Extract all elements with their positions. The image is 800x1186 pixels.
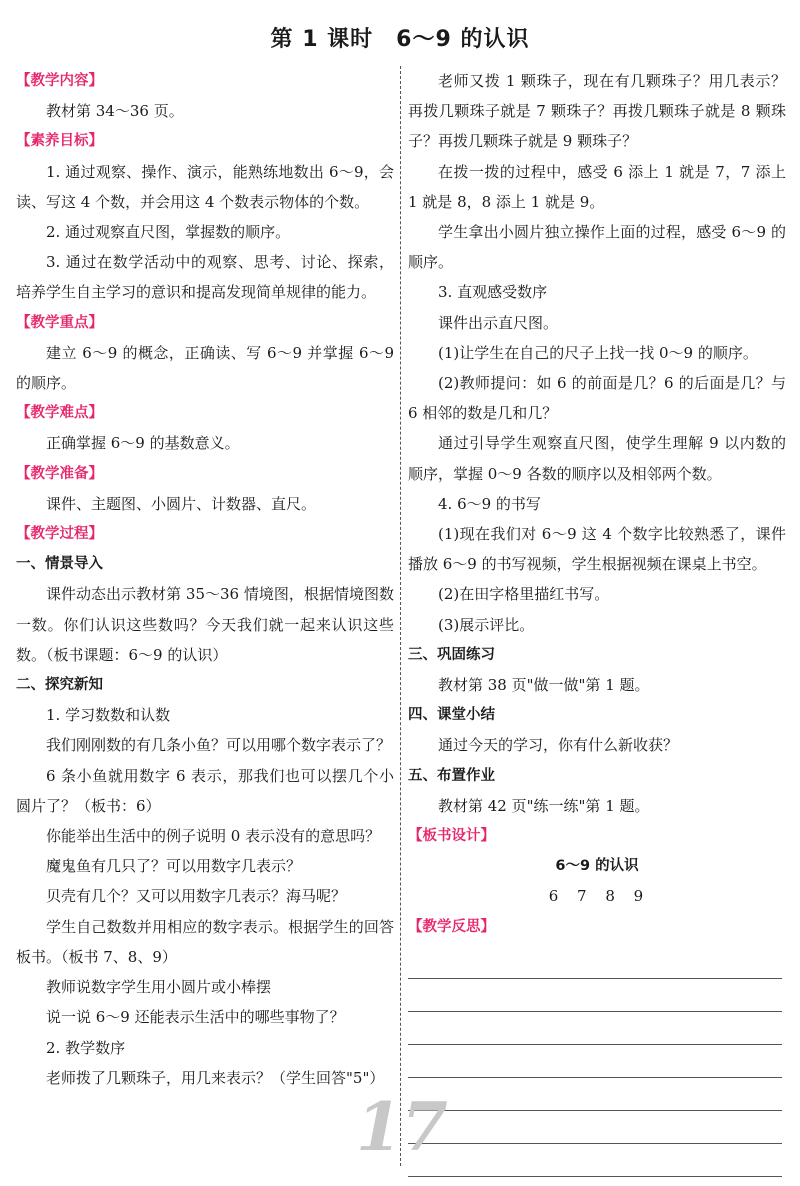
goal-2: 2. 通过观察直尺图，掌握数的顺序。 — [46, 223, 291, 242]
paragraph: 说一说 6～9 还能表示生活中的哪些事物了？ — [46, 1008, 345, 1027]
prep-text: 课件、主题图、小圆片、计数器、直尺。 — [46, 494, 317, 513]
paragraph: 我们刚刚数的有几条小鱼？可以用哪个数字表示了？ — [46, 736, 392, 755]
paragraph: 学生自己数数并用相应的数字表示。根据学生的回答板书。（板书 7、8、9） — [16, 917, 394, 966]
section-header-key: 【教学重点】 — [16, 314, 103, 331]
left-column — [16, 66, 394, 1093]
writing-line — [408, 1078, 782, 1111]
page-title: 第 1 课时 6～9 的认识 — [270, 27, 530, 52]
paragraph: 老师拨了几颗珠子，用几来表示？（学生回答"5"） — [46, 1068, 385, 1087]
subsection-4-title: 4. 6～9 的书写 — [438, 494, 541, 513]
paragraph: (2)在田字格里描红书写。 — [438, 585, 610, 604]
paragraph: (1)让学生在自己的尺子上找一找 0～9 的顺序。 — [438, 343, 758, 362]
section-4-title: 四、课堂小结 — [408, 707, 495, 724]
difficulty-text: 正确掌握 6～9 的基数意义。 — [46, 434, 240, 453]
section-1-text: 课件动态出示教材第 35～36 情境图，根据情境图数一数。你们认识这些数吗？今天我们就一起来认识这些数。（板书课题：6～9 的认识） — [16, 585, 394, 664]
paragraph: 老师又拨 1 颗珠子，现在有几颗珠子？用几表示？再拨几颗珠子就是 7 颗珠子？再拨几颗珠子就是 8 颗珠子？再拨几颗珠子就是 9 颗珠子？ — [408, 72, 786, 151]
page-number: 17 — [356, 1088, 448, 1166]
paragraph: (2)教师提问：如 6 的前面是几？6 的后面是几？与 6 相邻的数是几和几？ — [408, 374, 786, 423]
paragraph: 魔鬼鱼有几只了？可以用数字几表示？ — [46, 857, 302, 876]
writing-line — [408, 979, 782, 1012]
paragraph: 课件出示直尺图。 — [438, 313, 559, 332]
subsection-1-title: 1. 学习数数和认数 — [46, 706, 171, 725]
paragraph: 6 条小鱼就用数字 6 表示，那我们也可以摆几个小圆片了？（板书：6） — [16, 766, 394, 815]
section-header-board: 【板书设计】 — [408, 828, 495, 845]
paragraph: (3)展示评比。 — [438, 615, 535, 634]
subsection-3-title: 3. 直观感受数序 — [438, 283, 548, 302]
board-numbers: 6 7 8 9 — [548, 887, 646, 906]
column-divider — [400, 66, 401, 1166]
content-text: 教材第 34～36 页。 — [46, 102, 184, 121]
goal-1: 1. 通过观察、操作、演示，能熟练地数出 6～9，会读、写这 4 个数，并会用这 4 个数表示物体的个数。 — [16, 162, 394, 211]
writing-line — [408, 946, 782, 979]
section-1-title: 一、情景导入 — [16, 556, 103, 573]
key-text: 建立 6～9 的概念，正确读、写 6～9 并掌握 6～9 的顺序。 — [16, 343, 394, 393]
section-header-process: 【教学过程】 — [16, 526, 103, 543]
goal-3: 3. 通过在数学活动中的观察、思考、讨论、探索，培养学生自主学习的意识和提高发现简单规律的能力。 — [16, 253, 394, 302]
board-title: 6～9 的认识 — [555, 858, 639, 875]
section-header-prep: 【教学准备】 — [16, 465, 103, 482]
reflection-writing-lines — [408, 946, 786, 1177]
section-5-title: 五、布置作业 — [408, 767, 495, 784]
paragraph: 通过引导学生观察直尺图，使学生理解 9 以内数的顺序，掌握 0～9 各数的顺序以及相邻两个数。 — [408, 434, 786, 483]
paragraph: 在拨一拨的过程中，感受 6 添上 1 就是 7，7 添上 1 就是 8，8 添上 1 就是 9。 — [408, 162, 786, 211]
paragraph: 教材第 38 页"做一做"第 1 题。 — [438, 676, 650, 695]
subsection-2-title: 2. 教学数序 — [46, 1038, 126, 1057]
paragraph: 教材第 42 页"练一练"第 1 题。 — [438, 796, 650, 815]
board-design — [408, 851, 786, 911]
writing-line — [408, 1012, 782, 1045]
paragraph: 教师说数字学生用小圆片或小棒摆 — [46, 978, 272, 997]
section-3-title: 三、巩固练习 — [408, 646, 495, 663]
writing-line — [408, 1045, 782, 1078]
section-header-content: 【教学内容】 — [16, 73, 103, 89]
writing-line — [408, 1111, 782, 1144]
paragraph: 贝壳有几个？又可以用数字几表示？海马呢？ — [46, 887, 347, 906]
right-column — [408, 66, 786, 1177]
paragraph: 学生拿出小圆片独立操作上面的过程，感受 6～9 的顺序。 — [408, 223, 786, 272]
paragraph: 通过今天的学习，你有什么新收获？ — [438, 736, 679, 755]
section-2-title: 二、探究新知 — [16, 677, 103, 694]
writing-line — [408, 1144, 782, 1177]
section-header-difficulty: 【教学难点】 — [16, 405, 103, 422]
paragraph: (1)现在我们对 6～9 这 4 个数字比较熟悉了，课件播放 6～9 的书写视频，学生根据视频在课桌上书空。 — [408, 525, 786, 574]
paragraph: 你能举出生活中的例子说明 0 表示没有的意思吗？ — [46, 827, 381, 846]
section-header-reflection: 【教学反思】 — [408, 918, 495, 935]
section-header-goals: 【素养目标】 — [16, 133, 103, 150]
